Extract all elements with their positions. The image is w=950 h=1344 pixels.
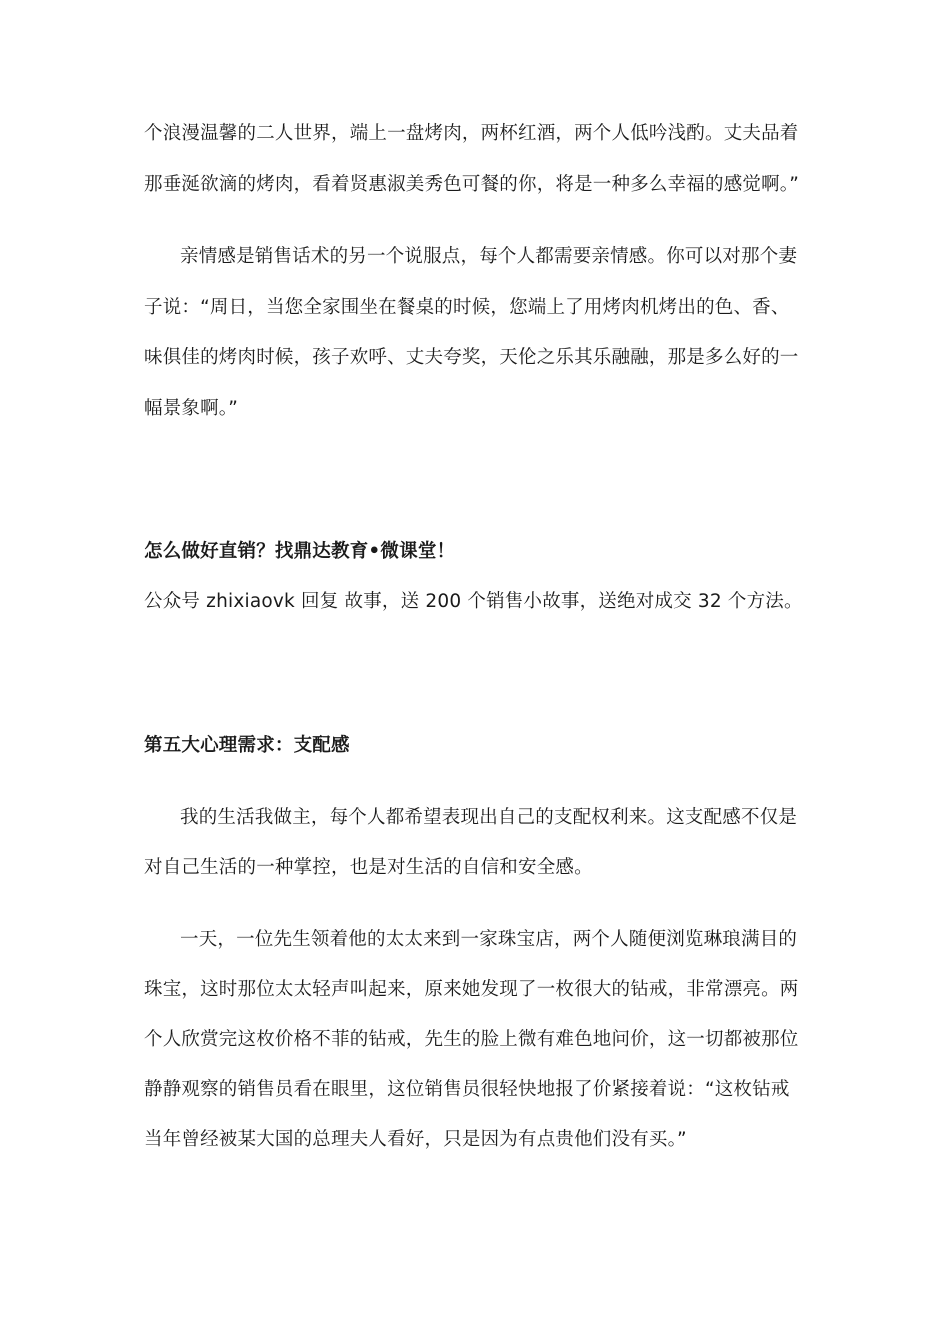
promo-text: 公众号 zhixiaovk 回复 故事，送 200 个销售小故事，送绝对成交 32 个方法。 bbox=[144, 591, 803, 612]
paragraph-line: 个浪漫温馨的二人世界，端上一盘烤肉，两杯红酒，两个人低吟浅酌。丈夫品着 bbox=[144, 123, 799, 144]
paragraph-line: 一天，一位先生领着他的太太来到一家珠宝店，两个人随便浏览琳琅满目的 bbox=[180, 929, 798, 950]
paragraph-line: 那垂涎欲滴的烤肉，看着贤惠淑美秀色可餐的你，将是一种多么幸福的感觉啊。” bbox=[144, 174, 800, 195]
paragraph-line: 子说：“周日，当您全家围坐在餐桌的时候，您端上了用烤肉机烤出的色、香、 bbox=[144, 297, 790, 318]
paragraph-line: 珠宝，这时那位太太轻声叫起来，原来她发现了一枚很大的钻戒，非常漂亮。两 bbox=[144, 979, 799, 1000]
paragraph-line: 亲情感是销售话术的另一个说服点，每个人都需要亲情感。你可以对那个妻 bbox=[180, 246, 798, 267]
paragraph-line: 静静观察的销售员看在眼里，这位销售员很轻快地报了价紧接着说：“这枚钻戒 bbox=[144, 1079, 790, 1100]
section-heading: 第五大心理需求：支配感 bbox=[144, 735, 350, 756]
paragraph-line: 味俱佳的烤肉时候，孩子欢呼、丈夫夸奖，天伦之乐其乐融融，那是多么好的一 bbox=[144, 347, 799, 368]
paragraph-line: 我的生活我做主，每个人都希望表现出自己的支配权利来。这支配感不仅是 bbox=[180, 807, 798, 828]
paragraph-line: 幅景象啊。” bbox=[144, 398, 239, 419]
paragraph-line: 对自己生活的一种掌控，也是对生活的自信和安全感。 bbox=[144, 857, 593, 878]
paragraph-line: 当年曾经被某大国的总理夫人看好，只是因为有点贵他们没有买。” bbox=[144, 1129, 687, 1150]
promo-heading: 怎么做好直销？找鼎达教育•微课堂！ bbox=[144, 541, 456, 562]
paragraph-line: 个人欣赏完这枚价格不菲的钻戒，先生的脸上微有难色地问价，这一切都被那位 bbox=[144, 1029, 799, 1050]
